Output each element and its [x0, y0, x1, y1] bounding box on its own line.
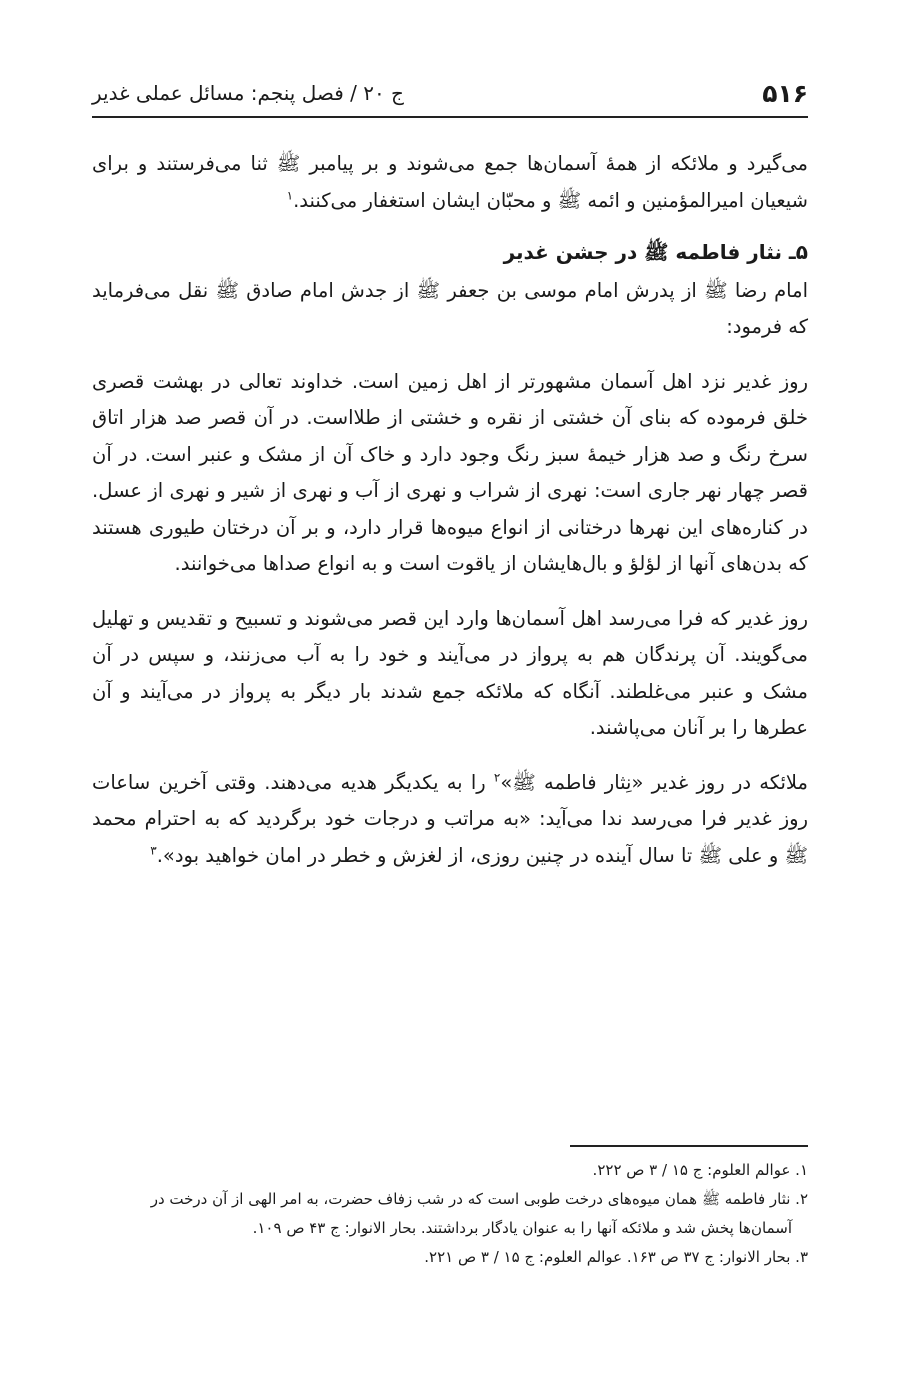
- footnote-1: ۱. عوالم العلوم: ج ۱۵ / ۳ ص ۲۲۲.: [592, 1161, 808, 1179]
- footnote-3: ۳. بحار الانوار: ج ۳۷ ص ۱۶۳. عوالم العلوم: ج ۱۵ / ۳ ص ۲۲۱.: [424, 1248, 808, 1266]
- page-header: [92, 70, 808, 118]
- page-number: ۵۱۶: [762, 78, 808, 108]
- running-head: ج ۲۰ / فصل پنجم: مسائل عملی غدیر: [92, 81, 404, 105]
- paragraph-1: [92, 146, 808, 219]
- paragraph-3: روز غدیر نزد اهل آسمان مشهورتر از اهل زمین است. خداوند تعالی در بهشت قصری خلق فرموده که بنای آن خشتی از نقره و خشتی از طلااست. در آن قصر صد هزار اتاق سرخ رنگ و صد هزار خیمهٔ سبز رنگ وجود دارد و خاک آن از مشک و عنبر است. در آن قصر چهار نهر جاری است: نهری از شراب و نهری از آب و نهری از شیر و نهری از عسل. در کناره‌های این نهرها درختانی از انواع میوه‌ها قرار دارد، و بر آن درختان طیوری هستند که بدن‌های آنها از لؤلؤ و بال‌هایشان از یاقوت است و به انواع صداها می‌خوانند.: [92, 369, 808, 575]
- footnote-ref-2: ۲: [493, 770, 501, 784]
- section-heading: ۵ـ نثار فاطمه ﷺ در جشن غدیر: [503, 240, 808, 264]
- footnote-2-line-1: ۲. نثار فاطمه ﷺ همان میوه‌های درخت طوبی است که در شب زفاف حضرت، به امر الهی از آن درخت در: [150, 1190, 808, 1208]
- paragraph-2: امام رضا ﷺ از پدرش امام موسی بن جعفر ﷺ از جدش امام صادق ﷺ نقل می‌فرماید که فرمود:: [92, 278, 808, 338]
- paragraph-5: [92, 765, 808, 875]
- paragraph-5-text-a: ملائکه در روز غدیر «نِثار فاطمه ﷺ»: [500, 770, 808, 794]
- footnote-divider: [570, 1145, 808, 1147]
- paragraph-1-text: می‌گیرد و ملائکه از همهٔ آسمان‌ها جمع می‌شوند و بر پیامبر ﷺ ثنا می‌فرستند و برای شیعیان امیرالمؤمنین و ائمه ﷺ و محبّان ایشان استغفار می‌کنند.: [92, 152, 808, 212]
- footnote-2-line-2: آسمان‌ها پخش شد و ملائکه آنها را به عنوان یادگار برداشتند. بحار الانوار: ج ۴۳ ص ۱۰۹.: [252, 1219, 792, 1237]
- footnote-ref-3: ۳: [150, 843, 157, 857]
- paragraph-4: روز غدیر که فرا می‌رسد اهل آسمان‌ها وارد این قصر می‌شوند و تسبیح و تقدیس و تهلیل می‌گویند. آن پرندگان هم به پرواز در می‌آیند و خود را به آب می‌زنند، و سپس در آن مشک و عنبر می‌غلطند. آنگاه که ملائکه جمع شدند بار دیگر به پرواز در می‌آیند و آن عطرها را بر آنان می‌پاشند.: [92, 606, 808, 739]
- footnote-ref-1: ۱: [286, 188, 294, 202]
- paragraph-5-text-b: را به یکدیگر هدیه می‌دهند. وقتی آخرین ساعات روز غدیر فرا می‌رسد ندا می‌آید: «به مراتب و درجات خود برگردید که به احترام محمد ﷺ و علی ﷺ تا سال آینده در چنین روزی، از لغزش و خطر در امان خواهید بود».: [92, 770, 808, 867]
- footnotes: [92, 1156, 808, 1272]
- main-text: [92, 146, 808, 874]
